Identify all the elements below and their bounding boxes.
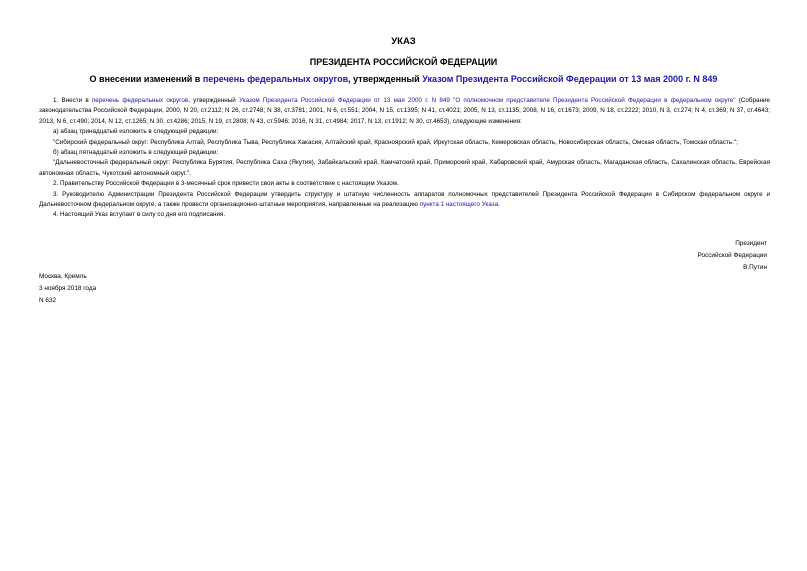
place-date-block — [39, 271, 96, 306]
paragraph-8: 4. Настоящий Указ вступает в силу со дня его подписания. — [53, 211, 226, 219]
paragraph-1 — [39, 96, 770, 127]
paragraph-5: "Дальневосточный федеральный округ: Республика Бурятия, Республика Саха (Якутия), Забайкальский край, Камчатский край, Приморский край, Хабаровский край, Амурская область, Магаданская область, Сахалинская область, Еврейская автономная область, Чукотский автономный округ.". — [39, 159, 770, 177]
signature-position: Президент — [735, 240, 767, 247]
signature-name: В.Путин — [743, 263, 767, 271]
signature-position-2: Российской Федерации — [697, 251, 767, 259]
heading-text-1: О внесении изменений в — [89, 74, 203, 84]
p1-districts-list-link[interactable]: перечень федеральных округов — [91, 97, 189, 104]
districts-list-link[interactable]: перечень федеральных округов — [202, 74, 349, 84]
heading-text-2: , утвержденный — [348, 74, 423, 84]
paragraph-6: 2. Правительству Российской Федерации в 3-месячный срок привести свои акты в соответствие с настоящим Указом. — [53, 180, 399, 188]
document-heading — [0, 74, 807, 84]
point-1-link[interactable]: пункта 1 настоящего Указа — [419, 201, 499, 209]
p1-decree-849-link[interactable]: Указом Президента Российской Федерации от 13 мая 2000 г. N 849 "О полномочном представителе Президента Российской Федерации в федеральном округе" — [239, 97, 736, 104]
decree-849-link[interactable]: Указом Президента Российской Федерации от 13 мая 2000 г. N 849 — [422, 74, 718, 84]
place: Москва, Кремль — [39, 273, 87, 280]
p1-text-2: , утвержденный — [188, 97, 240, 104]
signature-block — [698, 238, 768, 273]
paragraph-4: б) абзац пятнадцатый изложить в следующей редакции: — [53, 149, 219, 157]
p7-text-2: . — [498, 201, 500, 209]
p1-text-3: (Собрание законодательства Российской Федерации, 2000, N 20, ст.2112; N 26, ст.2748; N 38, ст.3781; 2001, N 6, ст.551; 2004, N 15, ст.1395; N 41, ст.4021; 2005, N 13, ст.1135; 2008, N 16, ст.1673; 2009, N 18, ст.2222; 2010, N 3, ст.274; N 4, ст.369; N 37, ст.4643; 2013, N 6, ст.490; 2014, N 12, ст.1265; N 30, ст.4286; 2015, N 19, ст.2808; N 43, ст.5946; 2016, N 31, ст.4984; 2017, N 13, ст.1912; N 30, ст.4653), следующие изменения: — [39, 97, 770, 125]
date: 3 ноября 2018 года — [39, 284, 97, 292]
paragraph-7 — [39, 190, 770, 211]
document-number: N 632 — [39, 296, 57, 304]
paragraph-2: а) абзац тринадцатый изложить в следующей редакции: — [53, 128, 219, 136]
p1-text-1: 1. Внести в — [53, 97, 92, 104]
document-title: УКАЗ — [391, 36, 416, 47]
document-body — [39, 96, 770, 221]
document-issuer: ПРЕЗИДЕНТА РОССИЙСКОЙ ФЕДЕРАЦИИ — [309, 57, 498, 67]
p7-text-1: 3. Руководителю Администрации Президента Российской Федерации утвердить структуру и штатную численность аппаратов полномочных представителей Президента Российской Федерации в Сибирском федеральном округе и Дальневосточном федеральном округе, а также провести организационно-штатные мероприятия, направленные на реализацию — [39, 190, 770, 209]
paragraph-3: "Сибирский федеральный округ: Республика Алтай, Республика Тыва, Республика Хакасия, Алтайский край, Красноярский край, Иркутская область, Кемеровская область, Новосибирская область, Омская область, Томская область."; — [53, 138, 738, 146]
